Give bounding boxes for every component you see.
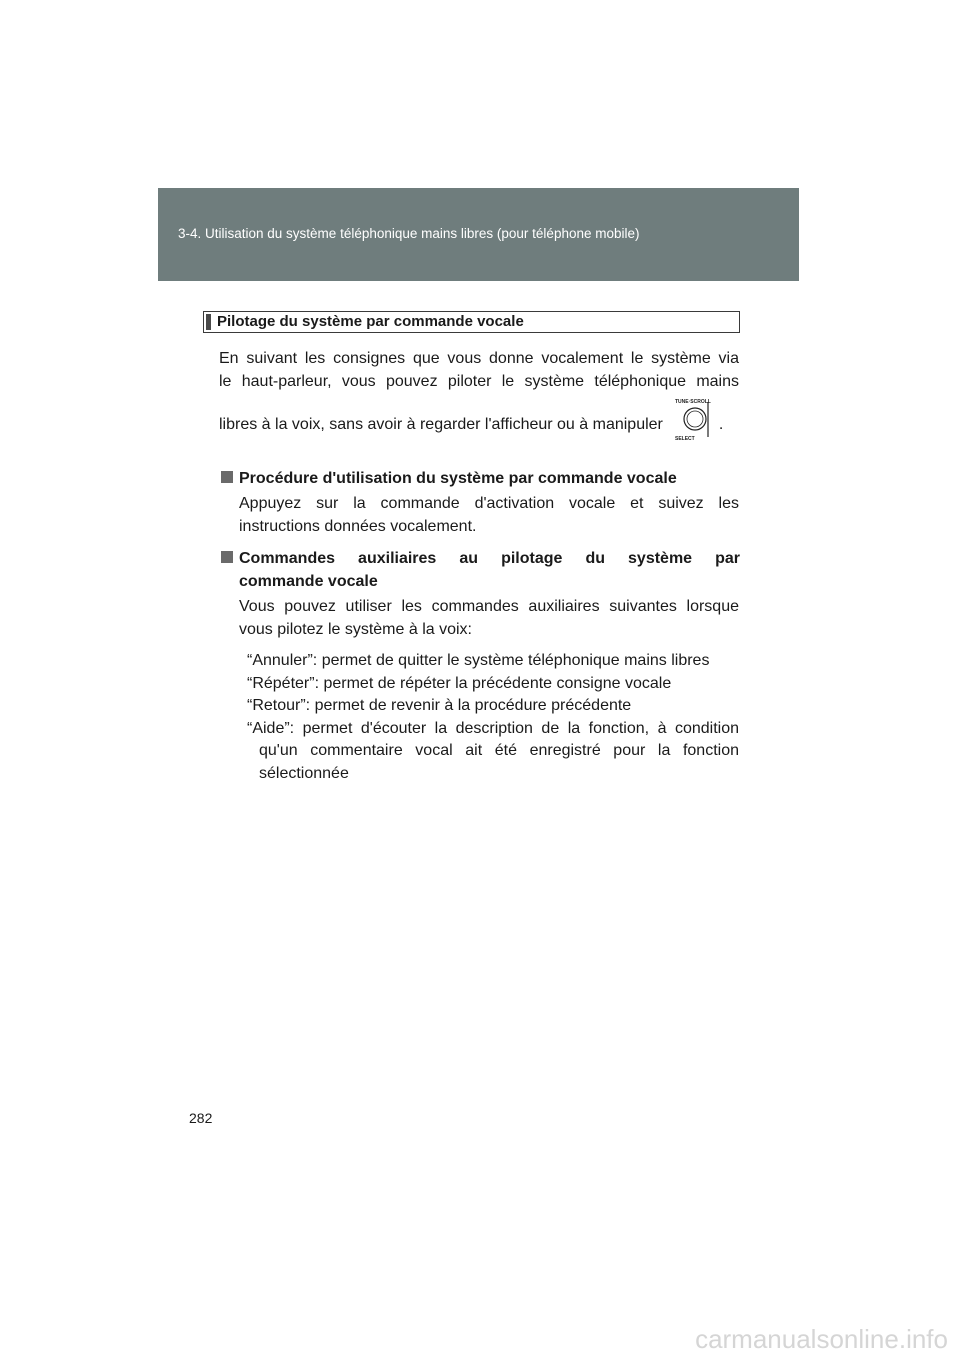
section-heading-marker bbox=[206, 314, 211, 330]
auxiliary-paragraph bbox=[239, 595, 739, 641]
bullet-heading-line-2: commande vocale bbox=[239, 573, 378, 590]
bullet-heading: Procédure d'utilisation du système par commande vocale bbox=[239, 470, 677, 487]
voice-commands-list bbox=[247, 650, 739, 785]
intro-line-2: le haut-parleur, vous pouvez piloter le système téléphonique mains bbox=[219, 373, 739, 390]
command-aide-line-3: sélectionnée bbox=[259, 764, 349, 782]
breadcrumb: 3-4. Utilisation du système téléphonique mains libres (pour téléphone mobile) bbox=[178, 226, 640, 241]
knob-top-label: TUNE·SCROLL bbox=[674, 399, 711, 405]
page-number: 282 bbox=[189, 1110, 213, 1126]
chapter-header bbox=[158, 188, 799, 281]
intro-paragraph bbox=[219, 347, 739, 441]
section-heading-box bbox=[203, 311, 740, 333]
intro-line-3-end: . bbox=[718, 416, 724, 434]
auxiliary-line-1: Vous pouvez utiliser les commandes auxiliaires suivantes lorsque bbox=[239, 598, 739, 615]
intro-line-3: libres à la voix, sans avoir à regarder l'afficheur ou à manipuler bbox=[219, 416, 663, 434]
bullet-heading bbox=[239, 547, 740, 593]
watermark: carmanualsonline.info bbox=[695, 1324, 948, 1354]
procedure-paragraph bbox=[239, 492, 739, 538]
square-bullet-icon bbox=[221, 551, 233, 563]
section-title: Pilotage du système par commande vocale bbox=[217, 313, 524, 330]
command-annuler: “Annuler”: permet de quitter le système téléphonique mains libres bbox=[247, 652, 710, 669]
procedure-line-1: Appuyez sur la commande d'activation vocale et suivez les bbox=[239, 495, 739, 512]
command-aide-line-1: “Aide”: permet d'écouter la description de la fonction, à condition bbox=[247, 719, 739, 737]
bullet-heading-line-1: Commandes auxiliaires au pilotage du système par bbox=[239, 550, 740, 567]
command-aide-line-2: qu'un commentaire vocal ait été enregistré pour la fonction bbox=[259, 742, 739, 759]
intro-line-1: En suivant les consignes que vous donne vocalement le système via bbox=[219, 350, 739, 367]
tune-scroll-knob-icon bbox=[673, 397, 717, 441]
command-repeter: “Répéter”: permet de répéter la précédente consigne vocale bbox=[247, 674, 672, 692]
procedure-line-2: instructions données vocalement. bbox=[239, 518, 477, 535]
knob-bottom-label: SELECT bbox=[674, 436, 695, 441]
command-retour: “Retour”: permet de revenir à la procédure précédente bbox=[247, 697, 632, 714]
auxiliary-line-2: vous pilotez le système à la voix: bbox=[239, 621, 472, 638]
square-bullet-icon bbox=[221, 471, 233, 483]
intro-line-3-row bbox=[219, 399, 739, 441]
